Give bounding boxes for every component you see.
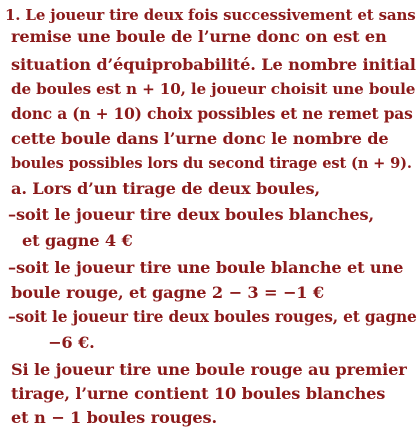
text-line-17: et n − 1 boules rouges. <box>11 408 218 427</box>
text-line-7: boules possibles lors du second tirage est (n + 9). <box>11 155 412 172</box>
text-line-1: 1. Le joueur tire deux fois successivement et sans <box>5 6 416 24</box>
text-line-15: Si le joueur tire une boule rouge au premier <box>11 360 407 379</box>
text-line-16: tirage, l’urne contient 10 boules blanches <box>11 384 386 403</box>
text-line-4: de boules est n + 10, le joueur choisit une boule <box>11 80 416 98</box>
text-line-5: donc a (n + 10) choix possibles et ne remet pas <box>11 105 413 123</box>
text-line-9: –soit le joueur tire deux boules blanches, <box>8 205 374 224</box>
text-line-14: −6 €. <box>48 333 95 352</box>
text-line-3: situation d’équiprobabilité. Le nombre initial <box>11 55 416 74</box>
text-line-13: –soit le joueur tire deux boules rouges, et gagne <box>8 308 417 326</box>
text-line-8: a. Lors d’un tirage de deux boules, <box>11 179 320 198</box>
text-line-6: cette boule dans l’urne donc le nombre de <box>11 129 389 148</box>
text-line-10: et gagne 4 € <box>22 231 133 250</box>
text-line-11: –soit le joueur tire une boule blanche et une <box>8 258 404 277</box>
text-line-2: remise une boule de l’urne donc on est en <box>11 27 387 46</box>
text-line-12: boule rouge, et gagne 2 − 3 = −1 € <box>11 283 325 302</box>
